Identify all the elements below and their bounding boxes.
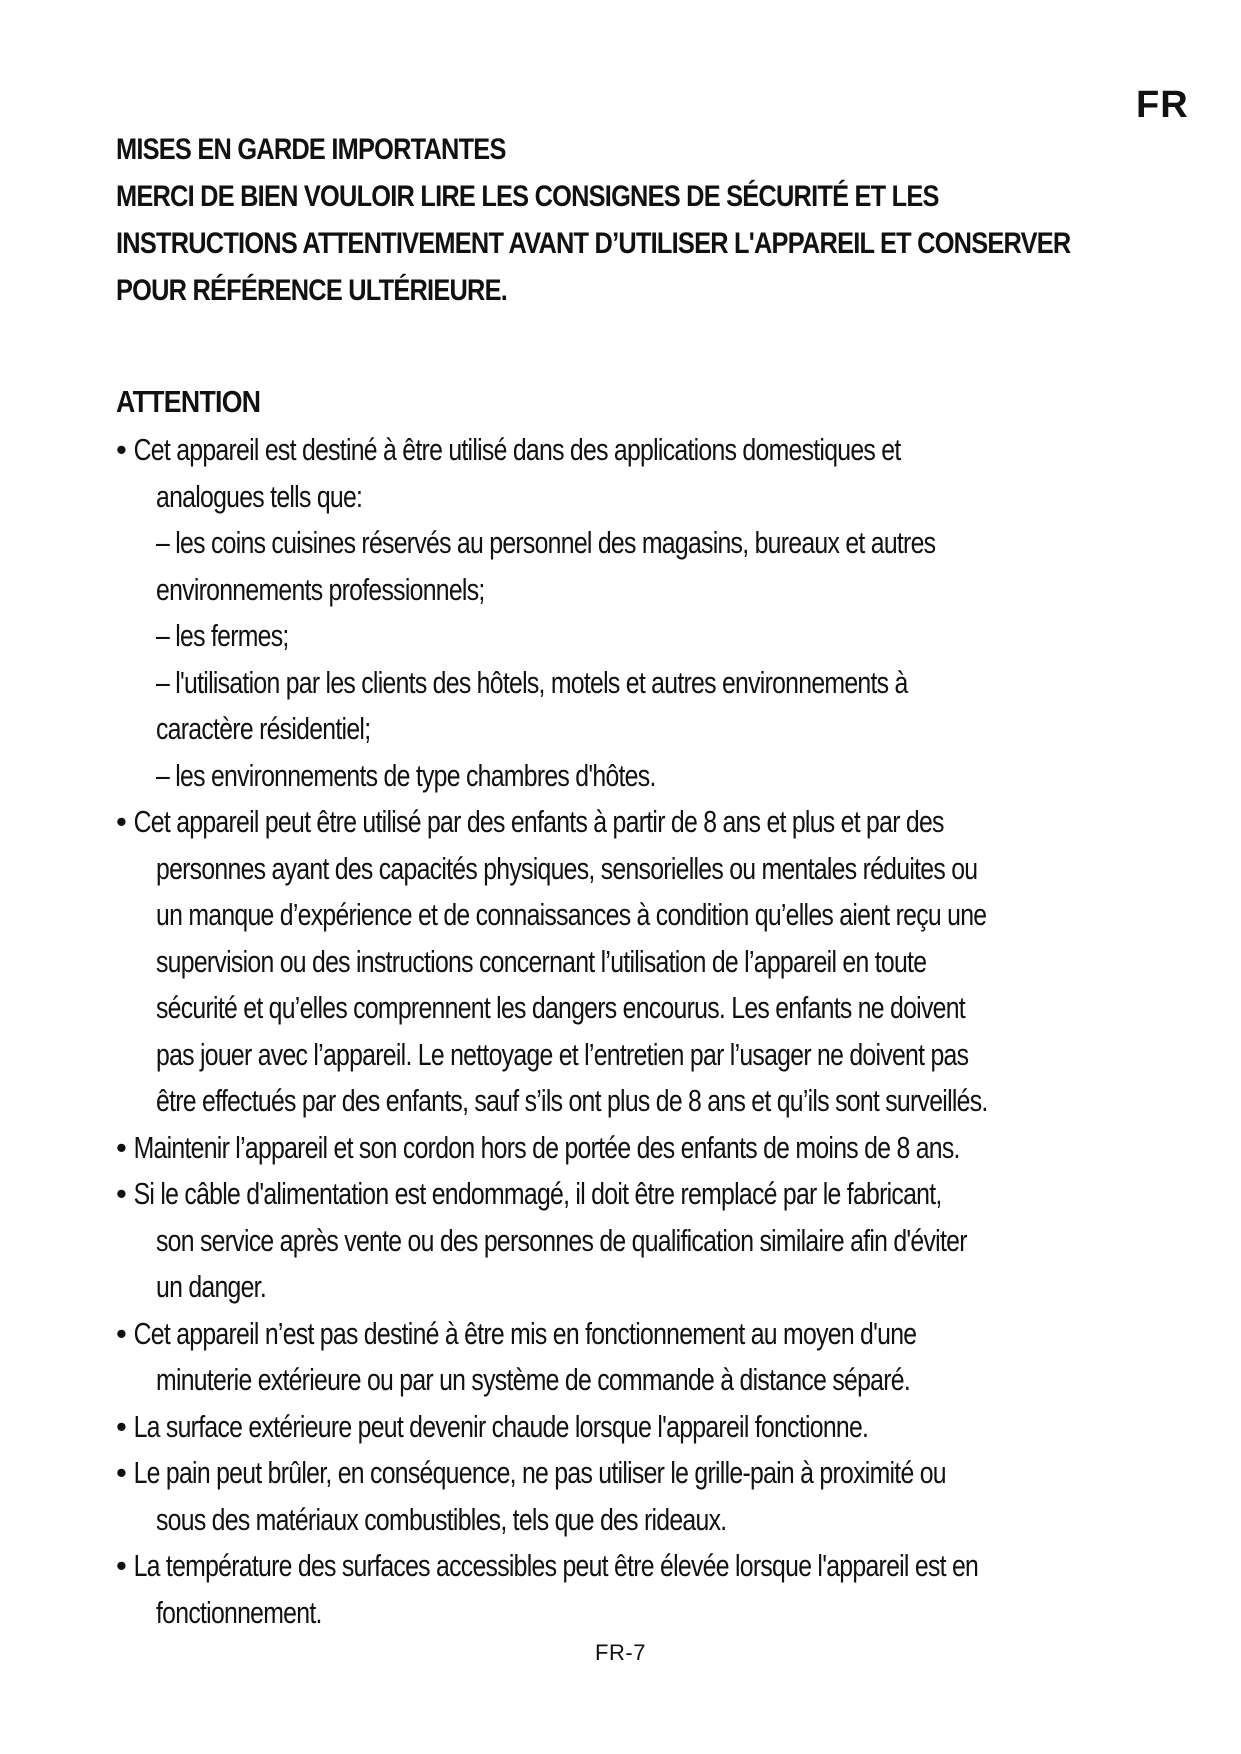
bullet-icon: • [116, 432, 127, 467]
item-line: son service après vente ou des personnes de qualification similaire afin d'éviter [156, 1222, 967, 1258]
item-line: un manque d’expérience et de connaissances à condition qu’elles aient reçu une [156, 897, 987, 932]
list-item [116, 1450, 1146, 1543]
item-line: un danger. [156, 1269, 267, 1304]
item-line: fonctionnement. [156, 1594, 322, 1630]
list-item [116, 1311, 1146, 1404]
item-line: – l'utilisation par les clients des hôtels, motels et autres environnements à [156, 664, 908, 700]
item-line: La température des surfaces accessibles peut être élevée lorsque l'appareil est en [133, 1548, 979, 1583]
list-item [116, 1125, 1146, 1172]
item-line: analogues tells que: [156, 478, 363, 514]
attention-title: ATTENTION [116, 384, 261, 419]
bullet-icon: • [116, 804, 127, 839]
bullet-icon: • [116, 1455, 127, 1490]
item-line: pas jouer avec l’appareil. Le nettoyage et l’entretien par l’usager ne doivent pas [156, 1036, 969, 1072]
bullet-icon: • [116, 1129, 127, 1165]
heading-line: MISES EN GARDE IMPORTANTES [116, 133, 506, 166]
item-line: environnements professionnels; [156, 571, 485, 607]
page-number: FR-7 [595, 1640, 646, 1665]
list-item [116, 799, 1146, 1125]
item-line: être effectués par des enfants, sauf s’ils ont plus de 8 ans et qu’ils sont surveillés. [156, 1083, 988, 1118]
safety-list [116, 427, 1146, 1636]
item-line: Si le câble d'alimentation est endommagé, il doit être remplacé par le fabricant, [133, 1176, 942, 1211]
bullet-icon: • [116, 1548, 127, 1583]
heading-line: INSTRUCTIONS ATTENTIVEMENT AVANT D’UTILISER L'APPAREIL ET CONSERVER [116, 227, 1071, 260]
language-tag: FR [1136, 84, 1189, 126]
item-line: Maintenir l’appareil et son cordon hors de portée des enfants de moins de 8 ans. [133, 1129, 960, 1165]
item-line: – les environnements de type chambres d'hôtes. [156, 757, 656, 793]
item-line: caractère résidentiel; [156, 711, 371, 746]
bullet-icon: • [116, 1315, 127, 1351]
list-item [116, 427, 1146, 799]
list-item [116, 1404, 1146, 1451]
page-content [116, 126, 1146, 1636]
heading-line: MERCI DE BIEN VOULOIR LIRE LES CONSIGNES DE SÉCURITÉ ET LES [116, 180, 939, 213]
safety-heading [116, 126, 1148, 314]
item-line: – les coins cuisines réservés au personnel des magasins, bureaux et autres [156, 525, 936, 560]
item-line: Le pain peut brûler, en conséquence, ne pas utiliser le grille-pain à proximité ou [133, 1455, 946, 1490]
item-line: sécurité et qu’elles comprennent les dangers encourus. Les enfants ne doivent [156, 990, 965, 1025]
item-line: Cet appareil est destiné à être utilisé dans des applications domestiques et [133, 432, 901, 467]
heading-line: POUR RÉFÉRENCE ULTÉRIEURE. [116, 274, 508, 307]
item-line: personnes ayant des capacités physiques, sensorielles ou mentales réduites ou [156, 850, 978, 886]
item-line: supervision ou des instructions concernant l’utilisation de l’appareil en toute [156, 943, 927, 979]
item-line: Cet appareil n’est pas destiné à être mis en fonctionnement au moyen d'une [133, 1315, 917, 1351]
item-line: La surface extérieure peut devenir chaude lorsque l'appareil fonctionne. [133, 1408, 869, 1444]
item-line: – les fermes; [156, 618, 289, 653]
bullet-icon: • [116, 1176, 127, 1211]
bullet-icon: • [116, 1408, 127, 1444]
item-line: Cet appareil peut être utilisé par des enfants à partir de 8 ans et plus et par des [133, 804, 944, 839]
item-line: minuterie extérieure ou par un système de commande à distance séparé. [156, 1362, 910, 1397]
item-line: sous des matériaux combustibles, tels que des rideaux. [156, 1501, 727, 1537]
list-item [116, 1171, 1146, 1311]
list-item [116, 1543, 1146, 1636]
